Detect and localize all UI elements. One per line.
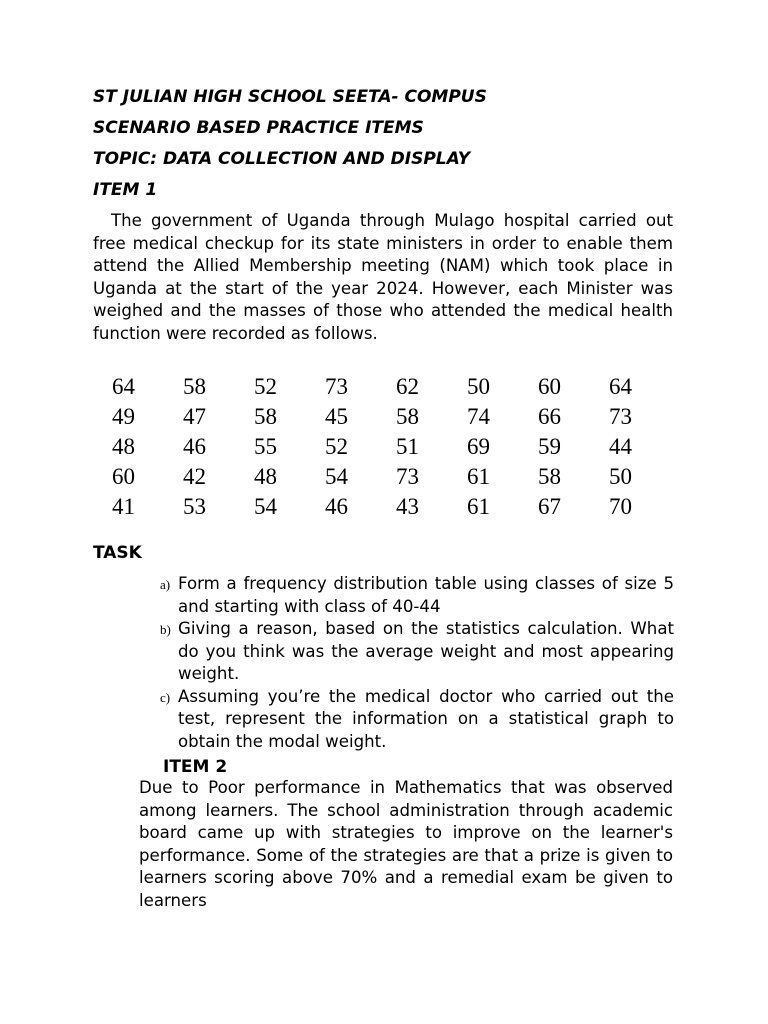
table-cell: 52	[325, 434, 348, 459]
table-cell: 41	[112, 494, 135, 519]
table-cell: 49	[112, 404, 135, 429]
task-marker: b)	[160, 622, 171, 637]
table-cell: 48	[112, 434, 135, 459]
table-cell: 48	[254, 464, 277, 489]
school-name-heading: ST JULIAN HIGH SCHOOL SEETA- COMPUS	[93, 87, 487, 107]
task-title: TASK	[93, 543, 142, 563]
table-cell: 58	[538, 464, 561, 489]
table-cell: 46	[325, 494, 348, 519]
table-cell: 61	[467, 494, 490, 519]
table-cell: 60	[538, 374, 561, 399]
table-cell: 47	[183, 404, 206, 429]
table-cell: 60	[112, 464, 135, 489]
table-cell: 46	[183, 434, 206, 459]
item1-title: ITEM 1	[93, 180, 158, 200]
table-row	[98, 402, 666, 432]
table-cell: 50	[609, 464, 632, 489]
topic-heading: TOPIC: DATA COLLECTION AND DISPLAY	[93, 149, 471, 169]
table-cell: 58	[396, 404, 419, 429]
task-marker: c)	[160, 689, 171, 705]
table-row	[98, 432, 666, 462]
table-cell: 73	[325, 374, 348, 399]
table-cell: 69	[467, 434, 490, 459]
table-cell: 51	[396, 434, 419, 459]
subtitle-heading: SCENARIO BASED PRACTICE ITEMS	[93, 118, 424, 138]
table-cell: 73	[609, 404, 632, 429]
task-text: Giving a reason, based on the statistics calculation. What do you think was the average weight and most appearing weight.	[178, 619, 674, 683]
table-row	[98, 372, 666, 402]
table-cell: 66	[538, 404, 561, 429]
item2-title: ITEM 2	[163, 757, 228, 777]
task-item-b	[160, 618, 674, 686]
task-marker: a)	[160, 577, 171, 592]
task-item-a	[160, 573, 674, 618]
table-cell: 64	[112, 374, 135, 399]
task-text: Form a frequency distribution table using classes of size 5 and starting with class of 40-44	[178, 574, 674, 616]
task-item-c	[160, 686, 674, 754]
item2-scenario: Due to Poor performance in Mathematics that was observed among learners. The school administration through academic board came up with strategies to improve on the learner's performance. Some of the strategies are that a prize is given to learners scoring above 70% and a remedial exam be given to learners	[139, 778, 673, 910]
masses-table	[98, 372, 666, 522]
table-cell: 58	[183, 374, 206, 399]
table-cell: 70	[609, 494, 632, 519]
table-cell: 50	[467, 374, 490, 399]
item1-scenario-text: The government of Uganda through Mulago hospital carried out free medical checkup for its state ministers in order to enable them attend the Allied Membership meeting (NAM) which took place in Uganda at the start of the year 2024. However, each Minister was weighed and the masses of those who attended the medical health function were recorded as follows.	[93, 211, 673, 343]
table-cell: 55	[254, 434, 277, 459]
table-cell: 44	[609, 434, 632, 459]
table-cell: 45	[325, 404, 348, 429]
task-text: Assuming you’re the medical doctor who carried out the test, represent the information on a statistical graph to obtain the modal weight.	[178, 686, 674, 751]
table-cell: 58	[254, 404, 277, 429]
table-cell: 62	[396, 374, 419, 399]
table-row	[98, 462, 666, 492]
table-cell: 54	[254, 494, 277, 519]
table-cell: 59	[538, 434, 561, 459]
table-cell: 61	[467, 464, 490, 489]
table-cell: 74	[467, 404, 490, 429]
table-cell: 52	[254, 374, 277, 399]
table-cell: 64	[609, 374, 632, 399]
table-cell: 67	[538, 494, 561, 519]
table-cell: 73	[396, 464, 419, 489]
table-cell: 53	[183, 494, 206, 519]
task-list	[160, 573, 674, 753]
table-row	[98, 492, 666, 522]
table-cell: 43	[396, 494, 419, 519]
table-cell: 42	[183, 464, 206, 489]
item1-scenario	[93, 210, 673, 345]
table-cell: 54	[325, 464, 348, 489]
